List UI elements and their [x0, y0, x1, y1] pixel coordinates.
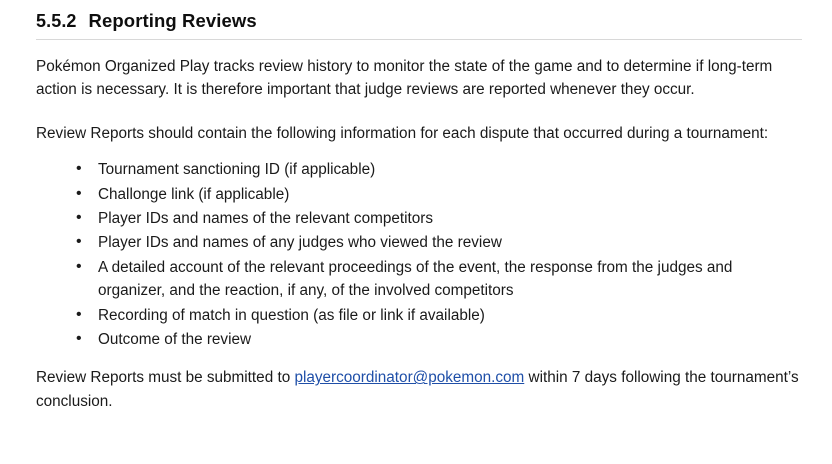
submission-suffix: within 7 days following the tournament’s conclusion. — [36, 369, 799, 410]
list-item: • Outcome of the review — [36, 328, 802, 351]
requirements-lead-paragraph: Review Reports should contain the following information for each dispute that occurred during a tournament: — [36, 124, 769, 142]
requirements-list — [36, 158, 802, 351]
list-item: • Recording of match in question (as file or link if available) — [36, 304, 802, 327]
email-link[interactable]: playercoordinator@pokemon.com — [294, 369, 525, 387]
list-item: • Player IDs and names of the relevant competitors — [36, 207, 802, 230]
intro-paragraph: Pokémon Organized Play tracks review history to monitor the state of the game and to determine if long-term action is necessary. It is therefore important that judge reviews are reported whenever they occur. — [36, 58, 773, 99]
list-item: • A detailed account of the relevant proceedings of the event, the response from the judges and organizer, and the reaction, if any, of the involved competitors — [36, 256, 802, 303]
page-title: Reporting Reviews — [88, 10, 257, 31]
list-item: • Player IDs and names of any judges who viewed the review — [36, 231, 802, 254]
list-item: • Tournament sanctioning ID (if applicable) — [36, 158, 802, 181]
section-heading — [36, 10, 802, 40]
submission-prefix: Review Reports must be submitted to — [36, 369, 295, 387]
submission-paragraph — [36, 366, 802, 413]
list-item: • Challonge link (if applicable) — [36, 183, 802, 206]
section-number: 5.5.2 — [36, 11, 77, 31]
